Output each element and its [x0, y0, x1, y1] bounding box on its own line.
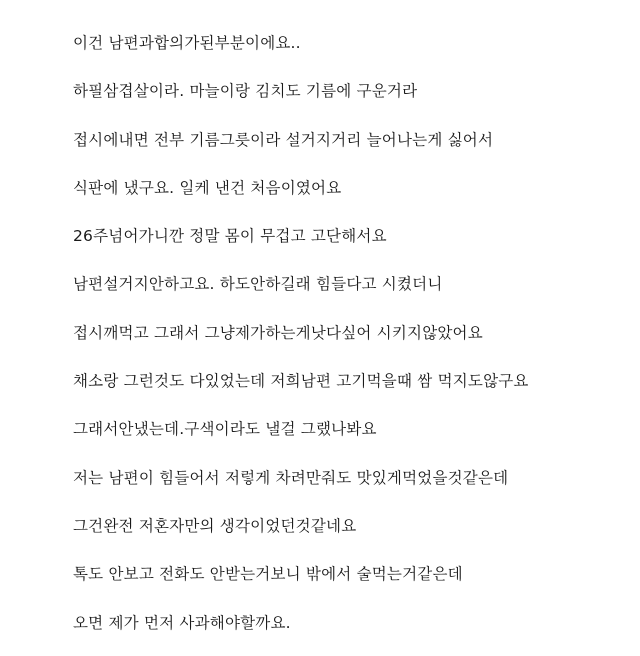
post-line: 채소랑 그런것도 다있었는데 저희남편 고기먹을때 쌈 먹지도않구요	[73, 372, 529, 391]
post-line: 오면 제가 먼저 사과해야할까요.	[73, 613, 291, 632]
post-line: 톡도 안보고 전화도 안받는거보니 밖에서 술먹는거같은데	[73, 565, 463, 584]
post-line: 이건 남편과합의가된부분이에요..	[73, 34, 301, 52]
post-line: 저는 남편이 힘들어서 저렇게 차려만줘도 맛있게먹었을것같은데	[73, 468, 509, 487]
post-line: 접시에내면 전부 기름그릇이라 설거지거리 늘어나는게 싫어서	[73, 130, 494, 149]
post-line: 그건완전 저혼자만의 생각이었던것같네요	[73, 516, 357, 535]
post-line: 하필삼겹살이라. 마늘이랑 김치도 기름에 구운거라	[73, 82, 418, 101]
post-line: 그래서안냈는데.구색이라도 낼걸 그랬나봐요	[73, 420, 377, 439]
post-line: 남편설거지안하고요. 하도안하길래 힘들다고 시켰더니	[73, 275, 443, 294]
post-line: 식판에 냈구요. 일케 낸건 처음이였어요	[73, 178, 342, 197]
cropped-previous-line	[150, 0, 330, 2]
post-body	[73, 28, 633, 656]
post-line: 26주넘어가니깐 정말 몸이 무겁고 고단해서요	[73, 227, 387, 246]
post-line: 접시깨먹고 그래서 그냥제가하는게낫다싶어 시키지않았어요	[73, 323, 483, 342]
